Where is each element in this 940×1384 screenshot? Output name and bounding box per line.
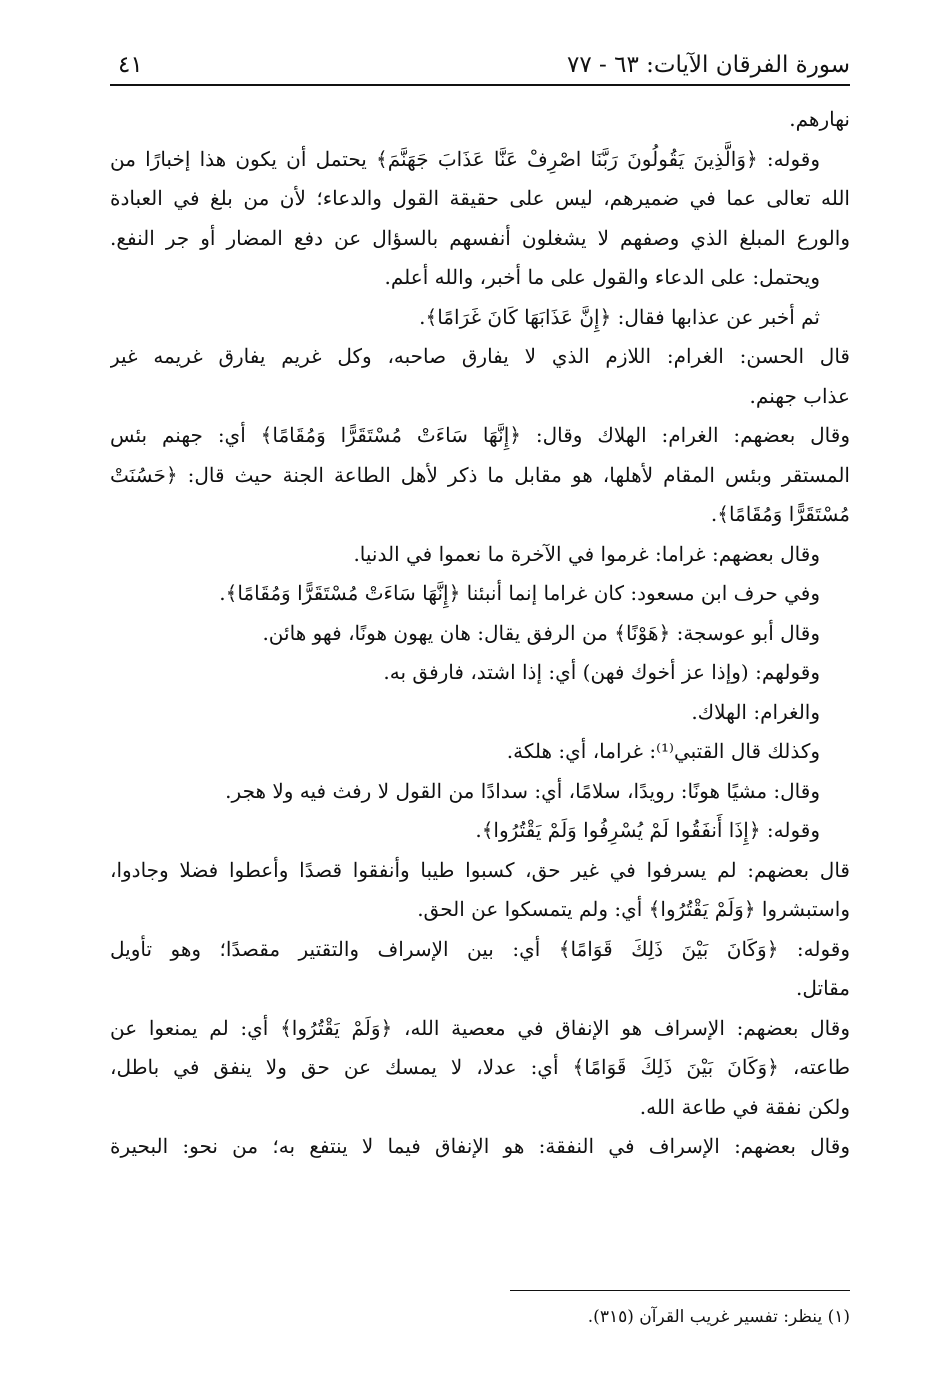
text-line: وكذلك قال القتبي⁽¹⁾: غراما، أي: هلكة. <box>506 739 820 763</box>
text-line: مُسْتَقَرًّا وَمُقَامًا﴾. <box>710 502 850 526</box>
text-line: المستقر وبئس المقام لأهلها، هو مقابل ما ذكر لأهل الطاعة الجنة حيث قال: ﴿حَسُنَتْ <box>110 462 850 487</box>
page-header <box>110 40 850 86</box>
text-line: الله تعالى عما في ضميرهم، ليس على حقيقة القول والدعاء؛ لأن من بلغ في العبادة <box>110 186 850 210</box>
text-line: وقوله: ﴿وَالَّذِينَ يَقُولُونَ رَبَّنَا اصْرِفْ عَنَّا عَذَابَ جَهَنَّمَ﴾ يحتمل أن يكون هذا إخبارًا من <box>110 146 821 171</box>
page-number: ٤١ <box>118 52 143 78</box>
text-line: مقاتل. <box>796 976 850 1000</box>
text-line: وقوله: ﴿إِذَا أَنفَقُوا لَمْ يُسْرِفُوا وَلَمْ يَقْتُرُوا﴾. <box>475 818 820 842</box>
text-line: واستبشروا ﴿وَلَمْ يَقْتُرُوا﴾ أي: ولم يتمسكوا عن الحق. <box>417 897 850 921</box>
footnote-divider <box>510 1290 850 1291</box>
text-line: وقال أبو عوسجة: ﴿هَوْنًا﴾ من الرفق يقال: هان يهون هونًا، فهو هائن. <box>262 620 820 645</box>
running-title: سورة الفرقان الآيات: ٦٣ - ٧٧ <box>566 52 850 78</box>
book-page <box>110 40 850 1350</box>
text-line: وقال بعضهم: غراما: غرموا في الآخرة ما نعموا في الدنيا. <box>353 541 820 566</box>
text-line: وقال بعضهم: الإسراف هو الإنفاق في معصية الله، ﴿وَلَمْ يَقْتُرُوا﴾ أي: لم يمنعوا عن <box>110 1015 850 1040</box>
text-line: وقولهم: (وإذا عز أخوك فهن) أي: إذا اشتد، فارفق به. <box>383 660 820 684</box>
text-line: قال الحسن: الغرام: اللازم الذي لا يفارق صاحبه، وكل غريم يفارق غريمه غير <box>110 344 850 368</box>
text-line: ولكن نفقة في طاعة الله. <box>639 1094 850 1119</box>
text-line: نهارهم. <box>789 107 850 131</box>
text-line: وقوله: ﴿وَكَانَ بَيْنَ ذَلِكَ قَوَامًا﴾ أي: بين الإسراف والتقتير مقصدًا؛ وهو تأويل <box>110 936 850 961</box>
text-line: ثم أخبر عن عذابها فقال: ﴿إِنَّ عَذَابَهَا كَانَ غَرَامًا﴾. <box>419 304 820 329</box>
text-line: والورع المبلغ الذي وصفهم لا يشغلون أنفسهم بالسؤال عن دفع المضار أو جر النفع. <box>110 225 850 250</box>
text-line: وفي حرف ابن مسعود: كان غراما إنما أنبئنا ﴿إِنَّهَا سَاءَتْ مُسْتَقَرًّا وَمُقَامًا﴾. <box>219 581 820 605</box>
footnote: (١) ينظر: تفسير غريب القرآن (٣١٥). <box>587 1307 850 1327</box>
body-text <box>110 100 850 1167</box>
text-line: ويحتمل: على الدعاء والقول على ما أخبر، والله أعلم. <box>384 265 820 289</box>
text-line: وقال: مشيًا هونًا: رويدًا، سلامًا، أي: سدادًا من القول لا رفث فيه ولا هجر. <box>225 778 820 803</box>
text-line: قال بعضهم: لم يسرفوا في غير حق، كسبوا طيبا وأنفقوا قصدًا وأعطوا فضلا وجادوا، <box>110 857 850 882</box>
text-line: وقال بعضهم: الغرام: الهلاك وقال: ﴿إِنَّهَا سَاءَتْ مُسْتَقَرًّا وَمُقَامًا﴾ أي: جهنم بئس <box>110 423 850 447</box>
text-line: عذاب جهنم. <box>749 383 850 408</box>
text-line: وقال بعضهم: الإسراف في النفقة: هو الإنفاق فيما لا ينتفع به؛ من نحو: البحيرة <box>110 1134 850 1158</box>
text-line: والغرام: الهلاك. <box>691 699 820 724</box>
text-line: طاعته، ﴿وَكَانَ بَيْنَ ذَلِكَ قَوَامًا﴾ أي: عدلا، لا يمسك عن حق ولا ينفق في باطل، <box>110 1055 850 1079</box>
